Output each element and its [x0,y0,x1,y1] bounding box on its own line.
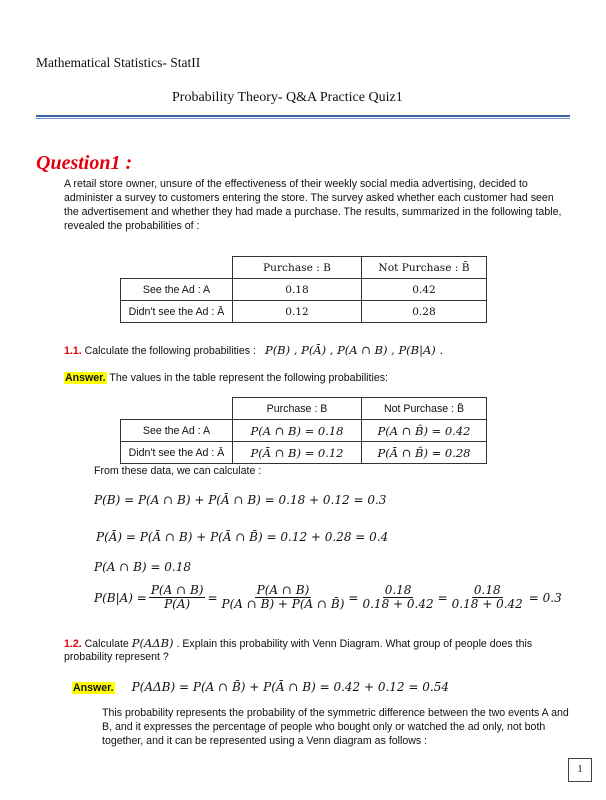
equation-p-a-and-b: P(A ∩ B) = 0.18 [94,560,192,574]
table-row [121,279,487,301]
answer-label: Answer. [65,372,106,384]
answer-text: The values in the table represent the following probabilities: [109,372,388,384]
part-expression: P(AΔB) [131,636,174,650]
equals-sign: = [207,590,218,605]
answer-explanation: This probability represents the probability of the symmetric difference between the two events A and B, and it expresses the percentage of people who bought only or watched the ad only, not both together, and it can be represented using a Venn diagram as follows : [102,707,569,747]
table-header-row [121,257,487,279]
table-header-cell: Not Purchase : B̄ [362,398,487,420]
denominator: P(A) [164,597,191,611]
part-prompt-line2: probability represent ? [64,651,169,663]
denominator: P(A ∩ B) + P(A ∩ B̄) [221,597,345,611]
numerator: P(A ∩ B) [150,583,204,597]
page-number: 1 [568,758,592,782]
header-rule [36,115,570,117]
equation-conditional [94,584,562,611]
part-expression: P(B) , P(Ā) , P(A ∩ B) , P(B|A) . [264,343,444,357]
part-1-1 [64,343,443,357]
equation-p-a-complement: P(Ā) = P(Ā ∩ B) + P(Ā ∩ B̄) = 0.12 + 0.28 = 0.4 [96,530,389,544]
eq-lhs: P(B|A) = [94,590,147,605]
table-header-cell: Purchase : B [233,398,362,420]
table-header-row [121,398,487,420]
probability-table [120,256,487,323]
table-corner [121,398,233,420]
table-header-cell: Purchase : B [233,257,362,279]
table-cell: P(Ā ∩ B̄) = 0.28 [362,442,487,464]
row-label: Didn't see the Ad : Ā [121,442,233,464]
table-cell: P(Ā ∩ B) = 0.12 [233,442,362,464]
answer-equation: P(AΔB) = P(A ∩ B̄) + P(Ā ∩ B) = 0.42 + 0.12 = 0.54 [131,680,449,694]
numerator: 0.18 [473,583,501,597]
course-title: Mathematical Statistics- StatII [36,55,201,70]
table-row [121,420,487,442]
equals-sign: = [437,590,448,605]
table-cell: 0.18 [233,279,362,301]
fraction [450,584,525,611]
header-rule-thin [36,118,570,119]
table-corner [121,257,233,279]
fraction [360,584,435,611]
answer-1-1 [64,372,388,384]
equals-sign: = [348,590,359,605]
answer-label: Answer. [73,682,114,694]
joint-probability-table [120,397,487,464]
part-number: 1.1. [64,345,82,357]
fraction [220,584,347,611]
equation-p-b: P(B) = P(A ∩ B) + P(Ā ∩ B) = 0.18 + 0.12 = 0.3 [94,493,387,507]
fraction [149,584,206,611]
table-cell: P(A ∩ B̄) = 0.42 [362,420,487,442]
row-label: See the Ad : A [121,279,233,301]
question-heading: Question1 : [36,152,133,174]
answer-1-2 [72,680,449,694]
part-prompt: Calculate the following probabilities : [84,345,256,357]
calc-lead: From these data, we can calculate : [94,465,262,477]
denominator: 0.18 + 0.42 [451,597,523,611]
denominator: 0.18 + 0.42 [362,597,434,611]
question-intro: A retail store owner, unsure of the effectiveness of their weekly social media advertising, decided to administer a survey to customers entering the store. The survey asked whether each customer had seen the advertisement and whether they had made a purchase. The results, summarized in the following table, revealed the probabilities of : [64,178,562,232]
table-header-cell: Not Purchase : B̄ [362,257,487,279]
numerator: P(A ∩ B) [256,583,310,597]
numerator: 0.18 [384,583,412,597]
table-cell: P(A ∩ B) = 0.18 [233,420,362,442]
quiz-title: Probability Theory- Q&A Practice Quiz1 [172,90,403,105]
part-1-2 [64,636,532,650]
row-label: Didn't see the Ad : Ā [121,301,233,323]
table-cell: 0.42 [362,279,487,301]
table-row [121,442,487,464]
eq-result: = 0.3 [528,590,562,605]
table-cell: 0.28 [362,301,487,323]
table-cell: 0.12 [233,301,362,323]
part-number: 1.2. [64,638,82,650]
part-prompt-cont: . Explain this probability with Venn Diagram. What group of people does this [176,638,533,650]
part-prompt: Calculate [84,638,129,650]
row-label: See the Ad : A [121,420,233,442]
table-row [121,301,487,323]
